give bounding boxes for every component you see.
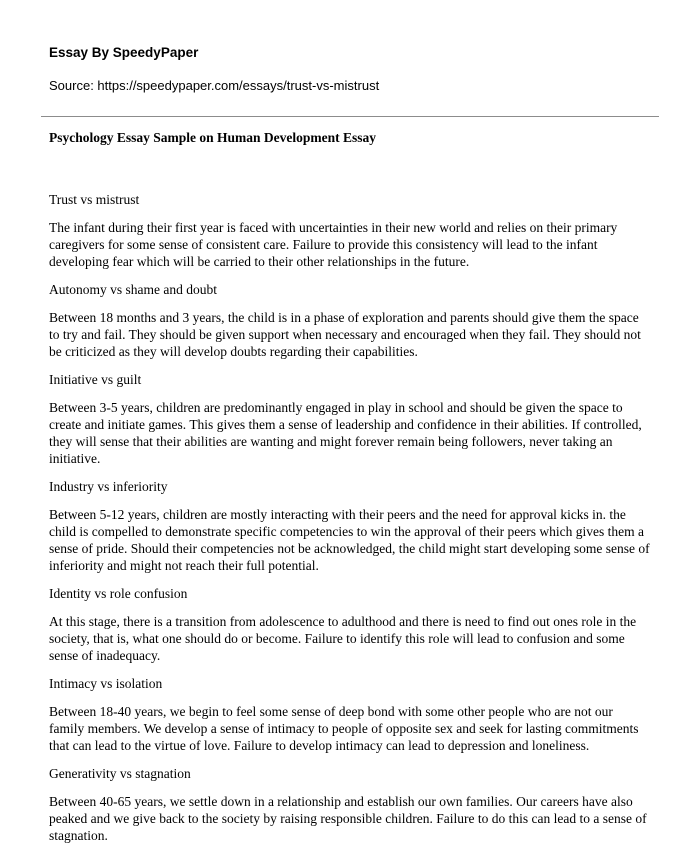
section-heading: Industry vs inferiority — [49, 479, 168, 494]
section-heading: Identity vs role confusion — [49, 586, 188, 601]
section-heading: Generativity vs stagnation — [49, 766, 191, 781]
section-industry-vs-inferiority — [49, 478, 651, 574]
section-paragraph: Between 5-12 years, children are mostly interacting with their peers and the need for approval kicks in. the child is compelled to demonstrate specific competencies to win the approval of their peers which gives them a sense of pride. Should their competencies not be acknowledged, the child might start developing some sense of inferiority and might not reach their full potential. — [49, 507, 650, 573]
essay-content — [49, 191, 651, 844]
section-heading: Initiative vs guilt — [49, 372, 142, 387]
section-generativity-vs-stagnation — [49, 765, 651, 844]
section-heading: Autonomy vs shame and doubt — [49, 282, 217, 297]
section-identity-vs-role-confusion — [49, 585, 651, 664]
section-paragraph: Between 18-40 years, we begin to feel some sense of deep bond with some other people who are not our family members. We develop a sense of intimacy to people of opposite sex and seek for lasting commitments that can lead to the virtue of love. Failure to develop intimacy can lead to depression and loneliness. — [49, 704, 639, 753]
section-intimacy-vs-isolation — [49, 675, 651, 754]
section-initiative-vs-guilt — [49, 371, 651, 467]
section-paragraph: Between 40-65 years, we settle down in a relationship and establish our own families. Our careers have also peaked and we give back to the society by raising responsible children. Failure to do this can lead to a sense of stagnation. — [49, 794, 647, 843]
section-paragraph: At this stage, there is a transition from adolescence to adulthood and there is need to find out ones role in the society, that is, what one should do or become. Failure to identify this role will lead to confusion and some sense of inadequacy. — [49, 614, 637, 663]
section-paragraph: The infant during their first year is faced with uncertainties in their new world and relies on their primary caregivers for some sense of consistent care. Failure to provide this consistency will lead to the infant developing fear which will be carried to their other relationships in the future. — [49, 220, 618, 269]
source-line: Source: https://speedypaper.com/essays/trust-vs-mistrust — [49, 78, 380, 93]
essay-title: Psychology Essay Sample on Human Development Essay — [49, 130, 377, 145]
section-heading: Trust vs mistrust — [49, 192, 140, 207]
brand-title: Essay By SpeedyPaper — [49, 45, 199, 60]
document-header — [49, 0, 651, 95]
section-autonomy-vs-shame-and-doubt — [49, 281, 651, 360]
section-heading: Intimacy vs isolation — [49, 676, 163, 691]
header-divider — [41, 116, 659, 117]
section-paragraph: Between 18 months and 3 years, the child is in a phase of exploration and parents should give them the space to try and fail. They should be given support when necessary and encouraged when they fail. They should not be criticized as they will develop doubts regarding their capabilities. — [49, 310, 641, 359]
section-trust-vs-mistrust — [49, 191, 651, 270]
section-paragraph: Between 3-5 years, children are predominantly engaged in play in school and should be given the space to create and initiate games. This gives them a sense of leadership and confidence in their abilities. If controlled, they will sense that their abilities are wanting and might forever remain being followers, never taking an initiative. — [49, 400, 642, 466]
